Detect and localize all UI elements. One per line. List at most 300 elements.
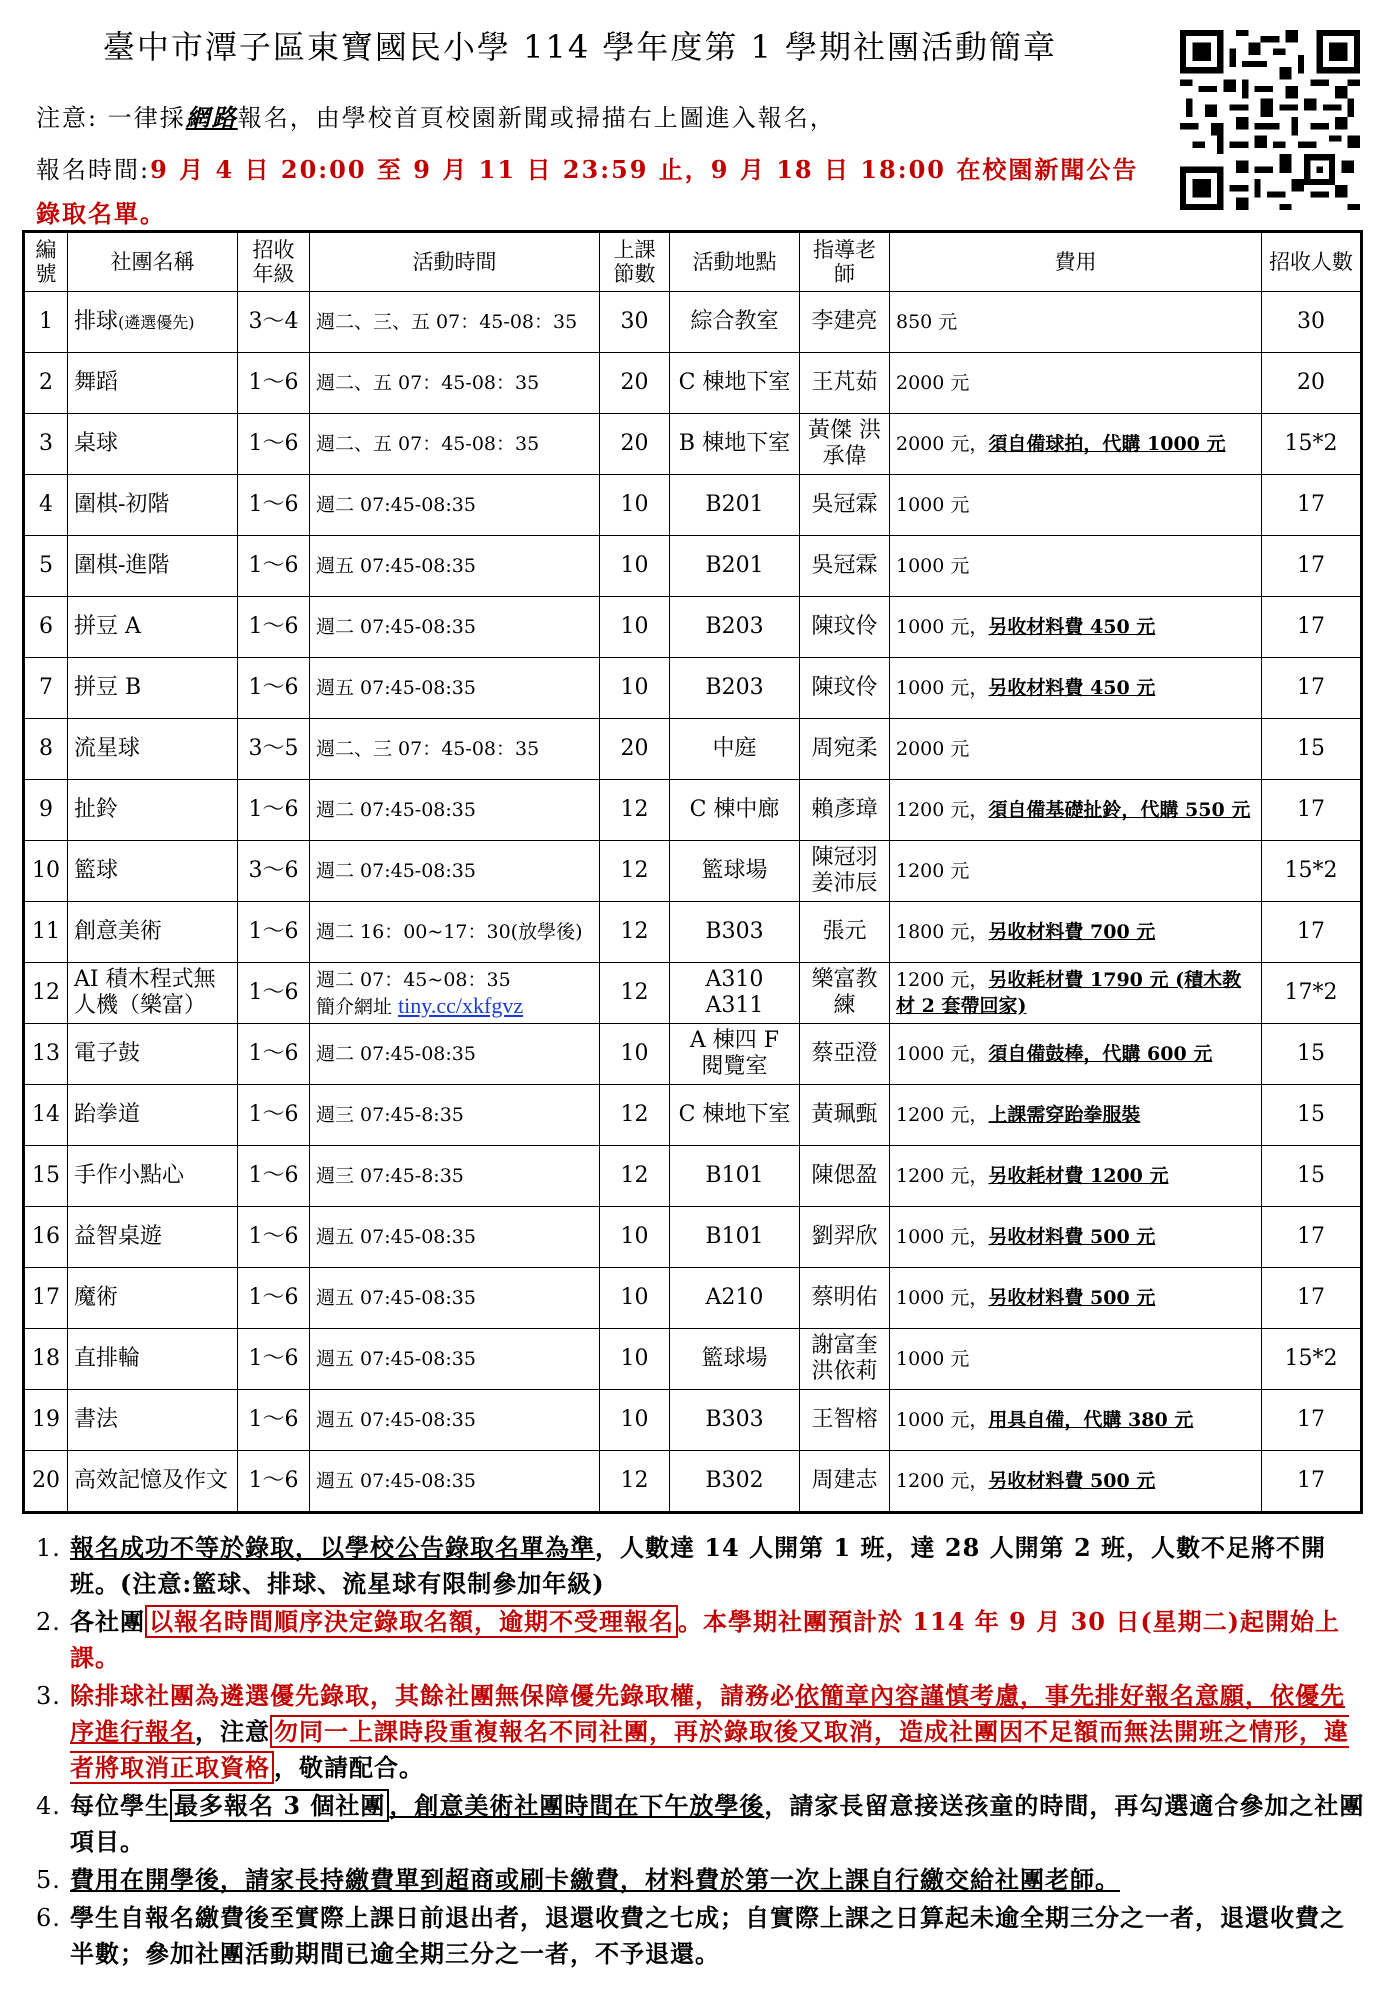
cell-capacity: 15*2 xyxy=(1262,414,1362,475)
page-title: 臺中市潭子區東寶國民小學 114 學年度第 1 學期社團活動簡章 xyxy=(102,28,1058,66)
table-row xyxy=(24,1207,1362,1268)
cell-place: 籃球場 xyxy=(670,1329,800,1390)
fee-extra: 另收材料費 500 元 xyxy=(988,1287,1156,1309)
club-name: 扯鈴 xyxy=(74,797,119,822)
club-time: 週二 07:45-08:35 xyxy=(316,616,476,638)
club-time: 週三 07:45-8:35 xyxy=(316,1104,464,1126)
cell-no: 18 xyxy=(24,1329,68,1390)
cell-grade: 1～6 xyxy=(238,658,310,719)
cell-fee xyxy=(890,475,1262,536)
fee-base: 2000 元 xyxy=(896,372,970,394)
cell-place: B203 xyxy=(670,597,800,658)
cell-time xyxy=(310,963,600,1024)
club-time: 週二 07:45-08:35 xyxy=(316,860,476,882)
cell-grade: 1～6 xyxy=(238,475,310,536)
cell-sessions: 20 xyxy=(600,353,670,414)
fee-extra: 另收耗材費 1790 元 (積木教材 2 套帶回家) xyxy=(896,969,1242,1017)
cell-grade: 3～4 xyxy=(238,292,310,353)
table-row xyxy=(24,597,1362,658)
cell-teacher: 賴彥璋 xyxy=(800,780,890,841)
cell-sessions: 10 xyxy=(600,1390,670,1451)
cell-grade: 1～6 xyxy=(238,1390,310,1451)
header-no: 編號 xyxy=(24,232,68,292)
table-row xyxy=(24,1085,1362,1146)
cell-grade: 1～6 xyxy=(238,780,310,841)
club-time: 週五 07:45-08:35 xyxy=(316,555,476,577)
cell-fee xyxy=(890,1024,1262,1085)
cell-time xyxy=(310,1268,600,1329)
cell-name xyxy=(68,1329,238,1390)
cell-name xyxy=(68,963,238,1024)
fee-base: 1200 元， xyxy=(896,1165,989,1187)
cell-sessions: 12 xyxy=(600,780,670,841)
cell-capacity: 15*2 xyxy=(1262,841,1362,902)
cell-time xyxy=(310,597,600,658)
club-time: 週二 07:45-08:35 xyxy=(316,494,476,516)
cell-teacher: 陳偲盈 xyxy=(800,1146,890,1207)
club-name: 電子鼓 xyxy=(74,1041,141,1066)
table-row xyxy=(24,1024,1362,1085)
table-row xyxy=(24,1451,1362,1513)
cell-no: 14 xyxy=(24,1085,68,1146)
cell-name xyxy=(68,841,238,902)
cell-place: C 棟中廊 xyxy=(670,780,800,841)
cell-grade: 3～5 xyxy=(238,719,310,780)
header-fee: 費用 xyxy=(890,232,1262,292)
header-place: 活動地點 xyxy=(670,232,800,292)
intro-link-label: 簡介網址 xyxy=(316,995,393,1018)
cell-name xyxy=(68,414,238,475)
cell-time xyxy=(310,536,600,597)
club-time: 週五 07:45-08:35 xyxy=(316,1348,476,1370)
cell-place: B303 xyxy=(670,902,800,963)
club-time: 週五 07:45-08:35 xyxy=(316,1470,476,1492)
cell-place: A 棟四 F 閱覽室 xyxy=(670,1024,800,1085)
club-name: AI 積木程式無人機（樂富） xyxy=(74,967,216,1018)
cell-capacity: 17 xyxy=(1262,658,1362,719)
cell-name xyxy=(68,780,238,841)
cell-fee xyxy=(890,719,1262,780)
cell-name xyxy=(68,475,238,536)
cell-place: C 棟地下室 xyxy=(670,1085,800,1146)
cell-fee xyxy=(890,780,1262,841)
cell-capacity: 17 xyxy=(1262,902,1362,963)
cell-capacity: 15 xyxy=(1262,1085,1362,1146)
cell-no: 17 xyxy=(24,1268,68,1329)
cell-time xyxy=(310,1146,600,1207)
notice-line-2: 報名時間:9 月 4 日 20:00 至 9 月 11 日 23:59 止，9 月 18 日 18:00 在校園新聞公告錄取名單。 xyxy=(36,155,1139,228)
club-name: 拼豆 B xyxy=(74,675,142,700)
header-teacher: 指導老師 xyxy=(800,232,890,292)
cell-sessions: 10 xyxy=(600,536,670,597)
cell-teacher: 吳冠霖 xyxy=(800,536,890,597)
cell-fee xyxy=(890,1268,1262,1329)
cell-capacity: 30 xyxy=(1262,292,1362,353)
club-name: 排球 xyxy=(74,308,119,334)
cell-time xyxy=(310,902,600,963)
cell-capacity: 17 xyxy=(1262,1451,1362,1513)
table-row xyxy=(24,902,1362,963)
registration-period: 9 月 4 日 20:00 至 9 月 11 日 23:59 止，9 月 18 日 18:00 在校園新聞公告錄取名單。 xyxy=(36,155,1139,228)
cell-teacher: 李建亮 xyxy=(800,292,890,353)
cell-fee xyxy=(890,1390,1262,1451)
notice-online-emphasis: 網路 xyxy=(185,103,238,132)
cell-teacher: 蔡亞澄 xyxy=(800,1024,890,1085)
cell-no: 3 xyxy=(24,414,68,475)
note-5: 5. 費用在開學後，請家長持繳費單到超商或刷卡繳費，材料費於第一次上課自行繳交給社團老師。 xyxy=(36,1865,1120,1894)
cell-fee xyxy=(890,597,1262,658)
club-time: 週二 07：45~08：35 xyxy=(316,968,511,991)
cell-name xyxy=(68,1024,238,1085)
table-row xyxy=(24,292,1362,353)
note-4: 4. 每位學生 最多報名 3 個社團 ，創意美術社團時間在下午放學後，請家長留意接送孩童的時間，再勾選適合參加之社團項目。 xyxy=(36,1791,1365,1856)
fee-extra: 另收材料費 450 元 xyxy=(988,616,1156,638)
cell-fee xyxy=(890,1329,1262,1390)
cell-teacher: 樂富教練 xyxy=(800,963,890,1024)
club-name: 拼豆 A xyxy=(74,614,141,639)
club-time: 週三 07:45-8:35 xyxy=(316,1165,464,1187)
cell-sessions: 20 xyxy=(600,414,670,475)
cell-fee xyxy=(890,536,1262,597)
table-row xyxy=(24,1390,1362,1451)
cell-no: 4 xyxy=(24,475,68,536)
cell-no: 5 xyxy=(24,536,68,597)
club-time: 週五 07:45-08:35 xyxy=(316,1226,476,1248)
club-time: 週二、五 07：45-08：35 xyxy=(316,433,540,455)
cell-capacity: 17 xyxy=(1262,1268,1362,1329)
cell-time xyxy=(310,841,600,902)
table-header-row xyxy=(24,232,1362,292)
cell-grade: 1～6 xyxy=(238,1085,310,1146)
cell-time xyxy=(310,1390,600,1451)
cell-name xyxy=(68,719,238,780)
cell-time xyxy=(310,292,600,353)
club-name: 直排輪 xyxy=(74,1346,141,1371)
notice-line-1: 注意: 一律採網路報名，由學校首頁校園新聞或掃描右上圖進入報名， xyxy=(36,103,836,132)
cell-teacher: 王芃茹 xyxy=(800,353,890,414)
club-name: 圍棋-進階 xyxy=(74,553,170,578)
cell-time xyxy=(310,1207,600,1268)
table-row xyxy=(24,414,1362,475)
table-row xyxy=(24,1146,1362,1207)
cell-sessions: 10 xyxy=(600,475,670,536)
cell-grade: 1～6 xyxy=(238,1268,310,1329)
fee-base: 1200 元， xyxy=(896,1470,989,1492)
cell-sessions: 10 xyxy=(600,1024,670,1085)
club-name: 高效記憶及作文 xyxy=(74,1468,229,1493)
fee-base: 1000 元， xyxy=(896,1226,989,1248)
fee-base: 1000 元， xyxy=(896,1287,989,1309)
table-row xyxy=(24,841,1362,902)
cell-teacher: 陳玟伶 xyxy=(800,597,890,658)
header-name: 社團名稱 xyxy=(68,232,238,292)
fee-base: 1000 元， xyxy=(896,616,989,638)
fee-base: 1200 元， xyxy=(896,969,989,991)
cell-time xyxy=(310,1085,600,1146)
cell-name xyxy=(68,1268,238,1329)
cell-teacher: 黃珮甄 xyxy=(800,1085,890,1146)
fee-base: 2000 元 xyxy=(896,738,970,760)
cell-time xyxy=(310,1329,600,1390)
cell-no: 10 xyxy=(24,841,68,902)
cell-sessions: 12 xyxy=(600,1451,670,1513)
cell-name xyxy=(68,902,238,963)
cell-place: B303 xyxy=(670,1390,800,1451)
cell-place: 綜合教室 xyxy=(670,292,800,353)
cell-name xyxy=(68,353,238,414)
cell-place: B203 xyxy=(670,658,800,719)
club-name: 手作小點心 xyxy=(74,1163,185,1188)
fee-extra: 另收材料費 500 元 xyxy=(988,1470,1156,1492)
note-1: 1. 報名成功不等於錄取，以學校公告錄取名單為準，人數達 14 人開第 1 班，達 28 人開第 2 班，人數不足將不開班。(注意:籃球、排球、流星球有限制參加年級) xyxy=(36,1533,1327,1598)
fee-base: 1000 元 xyxy=(896,555,970,577)
cell-capacity: 17*2 xyxy=(1262,963,1362,1024)
club-time: 週五 07:45-08:35 xyxy=(316,677,476,699)
club-name: 舞蹈 xyxy=(74,370,119,395)
cell-time xyxy=(310,719,600,780)
club-table xyxy=(22,230,1363,1514)
cell-fee xyxy=(890,841,1262,902)
header-time: 活動時間 xyxy=(310,232,600,292)
cell-fee xyxy=(890,1085,1262,1146)
table-row xyxy=(24,658,1362,719)
cell-no: 13 xyxy=(24,1024,68,1085)
fee-base: 1200 元， xyxy=(896,1104,989,1126)
cell-sessions: 12 xyxy=(600,902,670,963)
cell-fee xyxy=(890,963,1262,1024)
cell-capacity: 15 xyxy=(1262,1146,1362,1207)
fee-base: 850 元 xyxy=(896,311,958,333)
cell-teacher: 黃傑 洪承偉 xyxy=(800,414,890,475)
club-name: 書法 xyxy=(74,1407,119,1432)
cell-fee xyxy=(890,292,1262,353)
qr-code-icon[interactable] xyxy=(1180,30,1360,210)
cell-fee xyxy=(890,1146,1262,1207)
club-time: 週二、五 07：45-08：35 xyxy=(316,372,540,394)
cell-name xyxy=(68,1085,238,1146)
header-sessions: 上課節數 xyxy=(600,232,670,292)
fee-extra: 另收耗材費 1200 元 xyxy=(988,1165,1169,1187)
fee-base: 1800 元， xyxy=(896,921,989,943)
club-name: 益智桌遊 xyxy=(74,1224,163,1249)
cell-place: A210 xyxy=(670,1268,800,1329)
table-row xyxy=(24,1268,1362,1329)
cell-time xyxy=(310,658,600,719)
cell-no: 7 xyxy=(24,658,68,719)
table-row xyxy=(24,353,1362,414)
cell-fee xyxy=(890,353,1262,414)
cell-time xyxy=(310,1451,600,1513)
cell-teacher: 陳玟伶 xyxy=(800,658,890,719)
cell-name xyxy=(68,1207,238,1268)
cell-teacher: 張元 xyxy=(800,902,890,963)
fee-extra: 須自備基礎扯鈴，代購 550 元 xyxy=(988,799,1251,821)
table-row xyxy=(24,475,1362,536)
fee-extra: 須自備鼓棒，代購 600 元 xyxy=(988,1043,1213,1065)
table-row xyxy=(24,780,1362,841)
cell-fee xyxy=(890,414,1262,475)
cell-grade: 1～6 xyxy=(238,963,310,1024)
cell-grade: 1～6 xyxy=(238,1207,310,1268)
cell-place: B201 xyxy=(670,536,800,597)
cell-grade: 1～6 xyxy=(238,902,310,963)
club-name: 創意美術 xyxy=(74,919,163,944)
cell-sessions: 10 xyxy=(600,1268,670,1329)
club-name: 籃球 xyxy=(74,858,119,883)
cell-sessions: 12 xyxy=(600,1146,670,1207)
cell-name xyxy=(68,1390,238,1451)
club-time: 週五 07:45-08:35 xyxy=(316,1409,476,1431)
club-name: 桌球 xyxy=(74,431,119,456)
table-row xyxy=(24,1329,1362,1390)
fee-base: 1200 元， xyxy=(896,799,989,821)
fee-base: 1000 元 xyxy=(896,1348,970,1370)
club-name-note: (遴選優先) xyxy=(118,312,195,332)
table-row xyxy=(24,536,1362,597)
cell-no: 19 xyxy=(24,1390,68,1451)
cell-no: 11 xyxy=(24,902,68,963)
intro-link[interactable]: tiny.cc/xkfgvz xyxy=(398,992,524,1018)
cell-no: 12 xyxy=(24,963,68,1024)
cell-teacher: 蔡明佑 xyxy=(800,1268,890,1329)
cell-place: 籃球場 xyxy=(670,841,800,902)
cell-grade: 1～6 xyxy=(238,1451,310,1513)
cell-capacity: 15 xyxy=(1262,1024,1362,1085)
cell-teacher: 周宛柔 xyxy=(800,719,890,780)
fee-base: 1000 元， xyxy=(896,1043,989,1065)
club-name: 魔術 xyxy=(74,1285,119,1310)
note-2: 2. 各社團 以報名時間順序決定錄取名額，逾期不受理報名 。本學期社團預計於 114 年 9 月 30 日(星期二)起開始上課。 xyxy=(36,1607,1341,1672)
club-time: 週二、三 07：45-08：35 xyxy=(316,738,540,760)
club-time: 週二 07:45-08:35 xyxy=(316,799,476,821)
cell-sessions: 20 xyxy=(600,719,670,780)
cell-capacity: 17 xyxy=(1262,597,1362,658)
cell-no: 6 xyxy=(24,597,68,658)
cell-place: A310 A311 xyxy=(670,963,800,1024)
fee-extra: 用具自備，代購 380 元 xyxy=(988,1409,1194,1431)
fee-base: 1000 元， xyxy=(896,677,989,699)
cell-grade: 1～6 xyxy=(238,1329,310,1390)
cell-grade: 1～6 xyxy=(238,1024,310,1085)
cell-place: C 棟地下室 xyxy=(670,353,800,414)
cell-time xyxy=(310,414,600,475)
cell-teacher: 謝富奎 洪依莉 xyxy=(800,1329,890,1390)
cell-capacity: 17 xyxy=(1262,1207,1362,1268)
cell-capacity: 15 xyxy=(1262,719,1362,780)
club-name: 圍棋-初階 xyxy=(74,492,170,517)
note-6: 6. 學生自報名繳費後至實際上課日前退出者，退還收費之七成；自實際上課之日算起未逾全期三分之一者，退還收費之半數；參加社團活動期間已逾全期三分之一者，不予退還。 xyxy=(36,1903,1345,1968)
cell-capacity: 17 xyxy=(1262,780,1362,841)
fee-extra: 另收材料費 700 元 xyxy=(988,921,1156,943)
cell-place: B101 xyxy=(670,1207,800,1268)
club-time: 週二 07:45-08:35 xyxy=(316,1043,476,1065)
cell-grade: 1～6 xyxy=(238,353,310,414)
table-row xyxy=(24,719,1362,780)
cell-teacher: 王智榕 xyxy=(800,1390,890,1451)
header-capacity: 招收人數 xyxy=(1262,232,1362,292)
cell-name xyxy=(68,1451,238,1513)
club-time: 週五 07:45-08:35 xyxy=(316,1287,476,1309)
cell-time xyxy=(310,1024,600,1085)
note-3: 3. 除排球社團為遴選優先錄取，其餘社團無保障優先錄取權，請務必依簡章內容謹慎考慮，事先排好報名意願，依優先序進行報名，注意 勿同一上課時段重複報名不同社團，再於錄取後又取消，造成社團因不足額而無法開班之情形，違者將取消正取資格 ，敬請配合。 xyxy=(36,1681,1349,1782)
cell-teacher: 陳冠羽 姜沛辰 xyxy=(800,841,890,902)
table-row xyxy=(24,963,1362,1024)
cell-time xyxy=(310,475,600,536)
cell-grade: 1～6 xyxy=(238,536,310,597)
cell-place: B201 xyxy=(670,475,800,536)
fee-extra: 另收材料費 500 元 xyxy=(988,1226,1156,1248)
cell-no: 9 xyxy=(24,780,68,841)
club-name: 流星球 xyxy=(74,736,141,761)
cell-time xyxy=(310,353,600,414)
cell-capacity: 17 xyxy=(1262,475,1362,536)
cell-grade: 1～6 xyxy=(238,1146,310,1207)
cell-no: 20 xyxy=(24,1451,68,1513)
cell-place: B101 xyxy=(670,1146,800,1207)
cell-capacity: 15*2 xyxy=(1262,1329,1362,1390)
fee-base: 1000 元， xyxy=(896,1409,989,1431)
fee-extra: 上課需穿跆拳服裝 xyxy=(988,1104,1141,1126)
club-time: 週二 16：00~17：30(放學後) xyxy=(316,921,583,943)
cell-no: 8 xyxy=(24,719,68,780)
cell-time xyxy=(310,780,600,841)
cell-name xyxy=(68,536,238,597)
cell-sessions: 10 xyxy=(600,597,670,658)
cell-fee xyxy=(890,1451,1262,1513)
cell-sessions: 10 xyxy=(600,1329,670,1390)
cell-teacher: 吳冠霖 xyxy=(800,475,890,536)
fee-base: 1200 元 xyxy=(896,860,970,882)
cell-capacity: 17 xyxy=(1262,536,1362,597)
cell-grade: 3～6 xyxy=(238,841,310,902)
cell-place: 中庭 xyxy=(670,719,800,780)
club-name: 跆拳道 xyxy=(74,1102,141,1127)
notes-list xyxy=(36,1530,1366,1974)
cell-name xyxy=(68,658,238,719)
cell-sessions: 12 xyxy=(600,963,670,1024)
fee-extra: 另收材料費 450 元 xyxy=(988,677,1156,699)
cell-name xyxy=(68,597,238,658)
cell-sessions: 12 xyxy=(600,841,670,902)
cell-no: 16 xyxy=(24,1207,68,1268)
cell-grade: 1～6 xyxy=(238,597,310,658)
cell-sessions: 12 xyxy=(600,1085,670,1146)
cell-no: 1 xyxy=(24,292,68,353)
cell-sessions: 30 xyxy=(600,292,670,353)
cell-sessions: 10 xyxy=(600,1207,670,1268)
cell-no: 15 xyxy=(24,1146,68,1207)
cell-grade: 1～6 xyxy=(238,414,310,475)
cell-place: B302 xyxy=(670,1451,800,1513)
cell-capacity: 17 xyxy=(1262,1390,1362,1451)
cell-fee xyxy=(890,902,1262,963)
cell-capacity: 20 xyxy=(1262,353,1362,414)
header-grade: 招收年級 xyxy=(238,232,310,292)
cell-sessions: 10 xyxy=(600,658,670,719)
fee-base: 2000 元， xyxy=(896,433,989,455)
cell-name xyxy=(68,1146,238,1207)
club-time: 週二、三、五 07：45-08：35 xyxy=(316,311,578,333)
cell-fee xyxy=(890,1207,1262,1268)
cell-fee xyxy=(890,658,1262,719)
cell-place: B 棟地下室 xyxy=(670,414,800,475)
cell-no: 2 xyxy=(24,353,68,414)
cell-name xyxy=(68,292,238,353)
cell-teacher: 周建志 xyxy=(800,1451,890,1513)
fee-base: 1000 元 xyxy=(896,494,970,516)
cell-teacher: 劉羿欣 xyxy=(800,1207,890,1268)
fee-extra: 須自備球拍，代購 1000 元 xyxy=(988,433,1226,455)
